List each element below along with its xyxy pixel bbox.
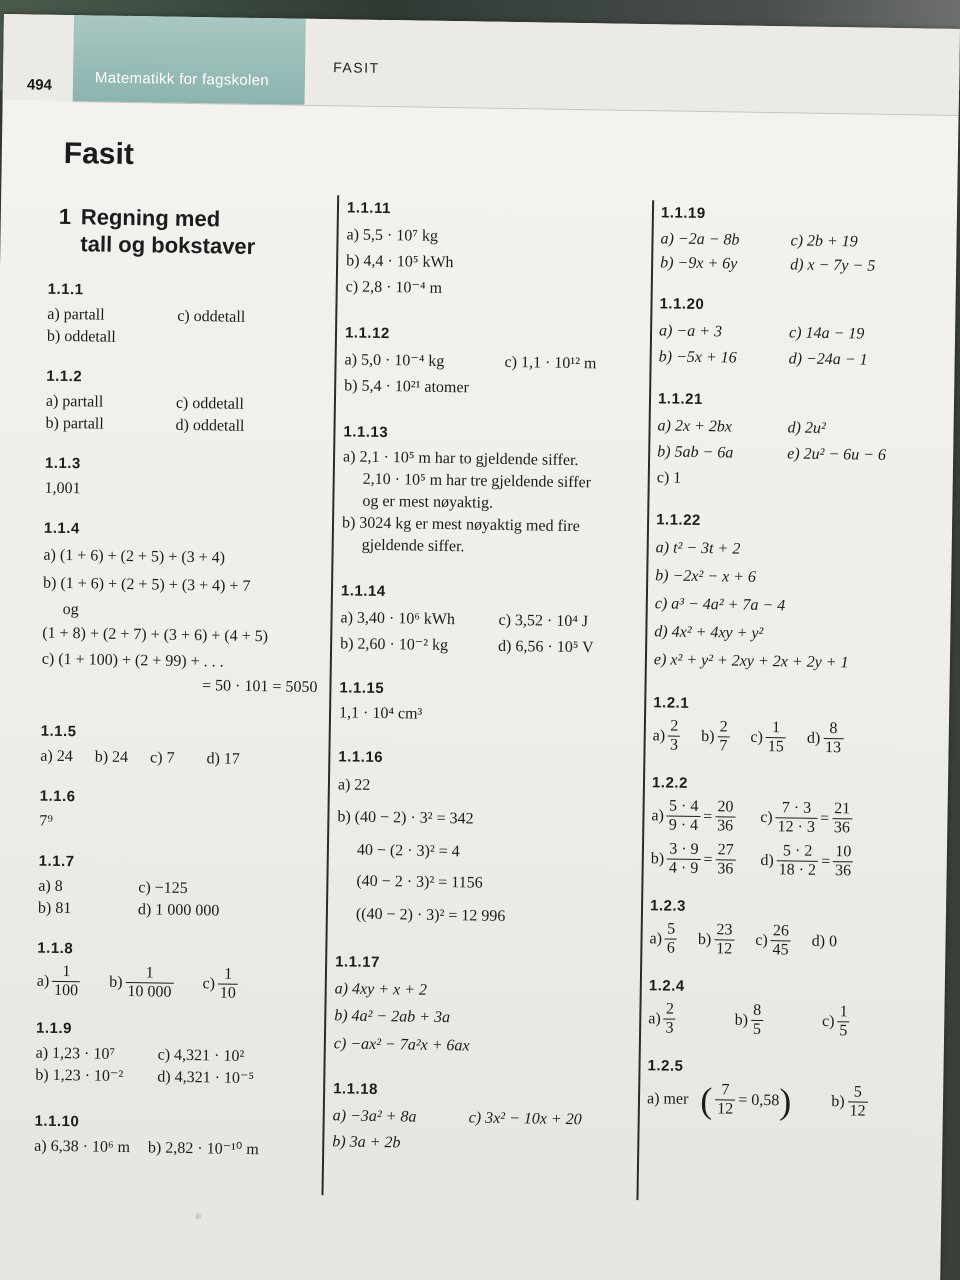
answer: b) (40 − 2) · 3² = 342 [337,808,474,828]
answer: b) (1 + 6) + (2 + 5) + (3 + 4) + 7 [42,574,251,595]
answer: 40 − (2 · 3)² = 4 [356,841,460,861]
answer: b) −5x + 16 [658,348,737,367]
answer: b) 5ab − 6a [657,443,734,462]
answer-column-3 [646,202,923,1139]
answer: a) 4xy + x + 2 [334,980,428,999]
fraction: $\frac{8}{5}$ [751,1002,764,1039]
answer-label: d) [806,729,821,747]
answer: c) 2b + 19 [790,232,858,251]
chapter-number: 1 [58,203,72,230]
book-page [0,14,960,1280]
exercise-1-1-12 [344,322,641,404]
answer-label: c) [821,1012,835,1030]
exercise-title: 1.1.3 [44,454,81,473]
answer: = 50 · 101 = 5050 [201,677,318,697]
page-number: 494 [26,76,53,94]
exercise-1-1-3 [44,453,327,504]
header-section-area [309,19,960,115]
answer: d) 17 [206,750,240,768]
answer-label: b) [109,973,123,991]
exercise-title: 1.1.21 [657,390,703,409]
answer-label: a) mer [646,1089,689,1108]
exercise-title: 1.1.10 [34,1112,80,1131]
answer: c) a³ − 4a² + 7a − 4 [654,595,786,615]
fraction: $\frac{5}{12}$ [847,1083,868,1120]
exercise-1-1-19 [660,202,923,279]
answer: a) 3,40 · 10⁶ kWh [340,609,456,629]
exercise-1-1-13 [342,421,640,561]
answer: d) 0 [811,932,838,950]
answer-label: b) [701,727,715,745]
answer: b) 3a + 2b [332,1133,401,1152]
fraction: $\frac{23}{12}$ [714,921,735,958]
exercise-title: 1.1.8 [37,939,74,958]
answer: b) −2x² − x + 6 [655,567,757,586]
answer: c) oddetall [177,307,246,326]
exercise-1-1-16 [336,746,635,936]
answer: d) 4x² + 4xy + y² [654,623,764,643]
answer: a) −2a − 8b [660,230,740,249]
exercise-title: 1.1.17 [335,953,380,972]
answer-label: c) [760,808,773,826]
answer-label: b) [697,930,712,948]
answer: og [62,600,79,619]
exercise-1-1-10 [34,1111,317,1162]
exercise-1-1-21 [657,388,921,495]
answer: d) oddetall [175,416,245,435]
answer-label: c) [202,974,216,992]
exercise-title: 1.1.5 [40,722,77,741]
answer: a) −a + 3 [658,322,723,341]
exercise-title: 1.1.16 [338,748,384,767]
answer: 1,1 · 10⁴ cm³ [338,704,423,723]
fraction: $\frac{3 \cdot 9}{4 \cdot 9}$ [667,841,701,879]
fraction: $\frac{5}{6}$ [665,920,678,957]
exercise-title: 1.1.7 [38,852,75,871]
answer: c) 1 [656,469,682,487]
fraction: $\frac{20}{36}$ [715,798,736,835]
answer: b) 4,4 · 10⁵ kWh [346,252,454,272]
answer: b) 5,4 · 10²¹ atomer [344,377,469,397]
answer-column-2 [332,197,643,1178]
chapter-title-line-2: tall og bokstaver [80,231,256,259]
exercise-title: 1.2.5 [647,1057,684,1075]
fraction: $\frac{7}{12}$ [715,1081,736,1118]
header-title-band [73,15,306,105]
answer: b) 81 [37,899,72,918]
answer-label: a) [651,806,665,824]
answer: c) −125 [138,879,188,897]
answer: e) 2u² − 6u − 6 [787,445,887,464]
exercise-1-1-22 [654,509,919,678]
fraction: $\frac{5 \cdot 4}{9 \cdot 4}$ [667,798,701,836]
fraction: $\frac{8}{13}$ [823,720,844,757]
answer: a) partall [45,392,104,411]
answer: a) 1,23 · 10⁷ [35,1044,116,1063]
section-label: FASIT [333,59,380,76]
answer: gjeldende siffer. [361,536,465,556]
answer-column-1 [34,193,331,1180]
answer: d) 2u² [787,419,826,437]
book-title: Matematikk for fagskolen [94,69,270,90]
exercise-title: 1.2.4 [648,977,685,995]
answer: a) 8 [38,877,63,896]
exercise-1-1-11 [346,197,644,305]
exercise-1-2-4 [648,975,911,1041]
answer-value: = 0,58 [738,1091,780,1109]
answer: d) 4,321 · 10⁻⁵ [157,1068,255,1088]
fraction: $\frac{7 \cdot 3}{12 \cdot 3}$ [775,799,817,837]
answer: a) −3a² + 8a [332,1107,417,1126]
exercise-title: 1.1.11 [346,199,392,218]
answer: a) t² − 3t + 2 [655,539,741,558]
answer: d) 1 000 000 [137,901,220,920]
exercise-title: 1.1.22 [656,511,701,530]
answer: a) 6,38 · 10⁶ m [34,1137,131,1157]
answer: 1,001 [44,479,81,498]
answer: og er mest nøyaktig. [362,492,494,512]
fraction: $\frac{26}{45}$ [770,922,791,959]
answer: b) 4a² − 2ab + 3a [334,1007,451,1027]
answer: d) x − 7y − 5 [790,256,876,275]
answer: b) 2,82 · 10⁻¹⁰ m [147,1139,259,1159]
answer: c) 3,52 · 10⁴ J [498,611,589,631]
exercise-title: 1.1.18 [333,1080,379,1099]
exercise-title: 1.1.20 [659,295,705,314]
answer-label: a) [652,726,666,744]
exercise-1-1-17 [334,951,632,1063]
exercise-title: 1.1.4 [43,519,80,538]
exercise-title: 1.1.9 [35,1019,73,1038]
exercise-1-1-1 [47,279,330,352]
answer: b) partall [45,414,104,433]
answer: c) 3x² − 10x + 20 [468,1109,582,1129]
exercise-title: 1.1.1 [47,280,84,299]
exercise-1-1-18 [332,1078,629,1160]
exercise-1-1-8 [37,938,320,1004]
exercise-1-1-14 [340,580,637,662]
fraction: $\frac{5 \cdot 2}{18 \cdot 2}$ [777,842,819,880]
fraction: $\frac{1}{100}$ [52,963,81,1000]
answer-label: a) [648,1009,661,1027]
exercise-title: 1.2.3 [649,897,687,915]
exercise-title: 1.1.15 [339,679,385,698]
answer: b) 24 [94,748,129,767]
answer: 2,10 · 10⁵ m har tre gjeldende siffer [362,470,592,492]
answer: 7⁹ [39,812,54,830]
fraction: $\frac{1}{5}$ [837,1003,850,1040]
exercise-1-1-20 [658,293,921,374]
exercise-title: 1.1.2 [46,367,83,386]
fraction: $\frac{1}{15}$ [766,719,787,756]
answer: d) 6,56 · 10⁵ V [497,637,594,657]
exercise-title: 1.1.14 [340,582,386,601]
answer: a) 5,5 · 10⁷ kg [346,226,439,245]
answer: c) 4,321 · 10² [157,1046,245,1065]
answer: b) −9x + 6y [660,254,738,273]
exercise-title: 1.2.1 [653,694,690,712]
answer: a) 24 [40,747,73,766]
page-title: Fasit [63,136,135,172]
answer: a) partall [47,305,105,324]
answer-label: d) [760,851,774,869]
fraction: $\frac{21}{36}$ [832,800,853,837]
exercise-1-1-7 [38,851,321,924]
answer-label: a) [36,972,50,990]
answer: d) −24a − 1 [788,350,868,369]
answer-label: c) [755,931,768,949]
answer-label: a) [649,929,663,947]
fraction: $\frac{1}{10}$ [218,965,239,1002]
fraction: $\frac{27}{36}$ [715,841,736,878]
chapter-heading [58,203,331,261]
answer: c) 2,8 · 10⁻⁴ m [345,278,443,297]
answer: (40 − 2 · 3)² = 1156 [356,872,483,892]
fraction: $\frac{10}{36}$ [833,843,854,880]
answer-label: b) [734,1011,749,1029]
answer: a) 22 [337,776,371,794]
answer: ((40 − 2) · 3)² = 12 996 [355,905,506,925]
exercise-1-1-15 [339,677,636,729]
answer: b) oddetall [46,327,116,346]
answer: c) 1,1 · 10¹² m [504,353,597,373]
exercise-1-1-9 [35,1018,318,1091]
fraction: $\frac{2}{7}$ [717,718,730,755]
answer-label: c) [750,728,764,746]
answer: b) 3024 kg er mest nøyaktig med fire [341,514,580,536]
answer: c) (1 + 100) + (2 + 99) + . . . [41,650,224,671]
exercise-title: 1.1.12 [344,324,390,343]
answer: a) 5,0 · 10⁻⁴ kg [344,351,445,370]
exercise-1-2-2: 1.2.2 a) $\frac{5 \cdot 4}{9 \cdot 4}$ = $\frac{20}{36}$ c) $\frac{7 \cdot 3}{12 \cdot 3}$ = $\frac{21}{36}$ b) $\frac{3 \cdot 9}{4 \cdot 9}$ = $\frac{27}{36}$ d) $\frac{5 \cdot 2}{18 \cdot 2}$ = $\frac{10}{36}$ [651,772,915,881]
exercise-1-2-1 [652,692,915,758]
answer-label: b) [650,849,665,867]
exercise-1-1-5 [40,721,323,772]
exercise-title: 1.2.2 [651,774,689,792]
fraction: $\frac{1}{10 000}$ [125,964,174,1002]
exercise-title: 1.1.13 [343,423,389,442]
exercise-1-2-3 [649,895,912,961]
answer: c) 7 [149,749,175,767]
answer: a) 2x + 2bx [657,417,733,436]
answer: b) 1,23 · 10⁻² [35,1066,124,1086]
exercise-title: 1.1.6 [39,787,76,806]
answer: b) 2,60 · 10⁻² kg [340,635,449,655]
answer: a) (1 + 6) + (2 + 5) + (3 + 4) [43,546,226,567]
answer: a) 2,1 · 10⁵ m har to gjeldende siffer. [342,448,579,470]
answer: c) 14a − 19 [788,324,865,343]
answer-label: b) [831,1092,845,1110]
exercise-title: 1.1.19 [660,204,706,223]
exercise-1-1-4 [41,518,326,699]
answer: c) −ax² − 7a²x + 6ax [333,1035,470,1055]
chapter-title-line-1: Regning med [80,204,221,232]
answer: c) oddetall [175,394,245,413]
answer: (1 + 8) + (2 + 7) + (3 + 6) + (4 + 5) [42,624,269,646]
fraction: $\frac{2}{3}$ [663,1000,676,1037]
fraction: $\frac{2}{3}$ [668,718,681,755]
exercise-1-1-6 [39,786,322,837]
exercise-1-1-2 [45,366,328,439]
page-mark [195,1213,201,1219]
answer: e) x² + y² + 2xy + 2x + 2y + 1 [653,651,849,672]
exercise-1-2-5: 1.2.5 a) mer ( $\frac{7}{12}$ = 0,58 ) b) $\frac{5}{12}$ [647,1055,910,1121]
